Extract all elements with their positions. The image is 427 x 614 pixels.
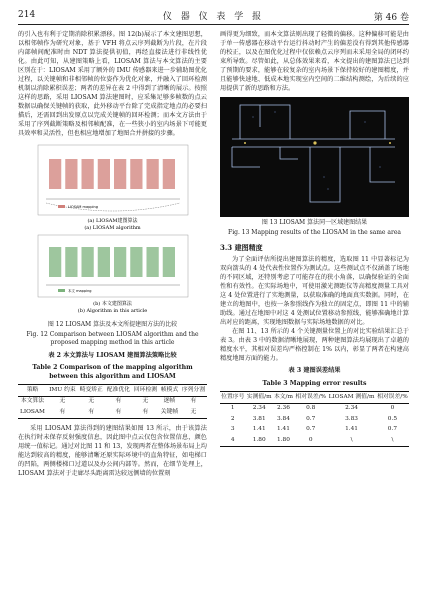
figure-13-pointcloud bbox=[220, 97, 409, 217]
fig12b-panel bbox=[38, 235, 188, 297]
journal-title: 仪 器 仪 表 学 报 bbox=[162, 12, 265, 22]
table3-cell: 3.84 bbox=[277, 415, 290, 422]
table2-cell: 无 bbox=[142, 398, 149, 405]
legend-swatch-a bbox=[58, 205, 65, 208]
page-header bbox=[18, 8, 409, 25]
legend-text-b: 本文 mapping bbox=[68, 289, 92, 293]
table2-header: 回环检测 bbox=[132, 385, 159, 397]
table2-row bbox=[18, 396, 207, 407]
table3-cell: 0.8 bbox=[306, 405, 316, 412]
fig12-frame-block bbox=[163, 159, 175, 189]
fig12-frame-block bbox=[49, 247, 61, 277]
left-paragraph-1: 的引入也有利于定期消除积累漂移。图 12(b)展示了本文建图思想，以相邻帧作为研究对象，基于 VFH 将点云序列截断为片段，在片段内部帧间配准时由 NDT 算法提供初值，再经直接法进行非线性优化。由此可知，从建图策略上看，LIOSAM 算法与本文算法的主要区别在于：LIOSAM 采用了额外的 IMU 传感器来进一步辅助图优化过程，以关键帧和非相邻帧的位姿作为优化对象，并融入了回环检测机制以消除累积误差；两者的差异在表 2 中得到了清晰的展示。按照这样的思路，采用 LIOSAM 算法建图时，应采集足够多帧数的点云数据以确保关键帧的获取，此外移动平台除了完成指定地点的必要扫描后，还需回到出发原点以完成关键帧的回环检测；而本文方法由于采用了序列截断策略及相邻帧配准，在一些狭小的室内场景下可能更具效率和灵活性，但也相应地增加了地图合并拼接的步骤。 bbox=[18, 31, 207, 137]
table3-cell: 3.81 bbox=[252, 415, 266, 422]
table2-cell: 逐帧 bbox=[163, 398, 176, 405]
table3-cell: 4 bbox=[220, 435, 246, 446]
table3-caption-en: Table 3 Mapping error results bbox=[262, 379, 367, 387]
table3-cell: 1.41 bbox=[345, 426, 358, 433]
table2-cell: 无 bbox=[180, 407, 207, 418]
table3-row bbox=[220, 425, 409, 436]
figure-12-diagram bbox=[18, 141, 207, 319]
right-paragraph-1: 画得更为细致，而本文算法则出现了轻微的偏移。这种偏移可能是由于单一传感器在移动平台运行抖动时产生的偏差没有得到其他传感器的校正，以及在图优化过程中仅依赖点云序列而未采用全局的闭环约束所导致。尽管如此，从总体效果来看，本文提出的建图算法已达到了预期的要求，能够在较复杂的室内场景下保持较好的建图精度，并且能够快速地、低成本地实现室内空间的二维结构测绘，为后续的应用提供了新的思路和方法。 bbox=[220, 31, 409, 92]
page-number: 214 bbox=[18, 10, 36, 20]
left-paragraph-2: 采用 LIOSAM 算法得到的建图结果如图 13 所示，由于该算法在执行时未保存反射强度信息，因此图中点云仅包含位置信息，颜色用统一值标记。通过对比图 11 和 13，发现两者在整体场景布局上均能达到较高的精度，能够清晰还原实际环境中的直角特征，如电梯口的凹陷，两侧楼梯口过道以及办公间内部等。然而，在细节处理上，LIOSAM 算法对于走廊尽头距离雷达较远侧墙的位置刻 bbox=[18, 424, 207, 477]
table3-cell: 2.36 bbox=[277, 405, 290, 412]
table2-cell: 有 bbox=[105, 407, 132, 418]
table2-header: 策略 bbox=[18, 385, 47, 397]
table2-header: 配准优化 bbox=[105, 385, 132, 397]
table2-row bbox=[18, 407, 207, 418]
table3-cell: 0 bbox=[390, 405, 395, 412]
table3-cell: 1 bbox=[230, 405, 235, 412]
fig12-caption-cn: 图 12 LIOSAM 算法及本文所提建图方法的比较 bbox=[47, 321, 178, 328]
table3-cell: 1.41 bbox=[252, 426, 266, 433]
fig12-frame-block bbox=[98, 159, 110, 189]
fig12-caption-en: Fig. 12 Comparison between LIOSAM algorithm and the proposed mapping method in this article bbox=[26, 331, 199, 347]
table2-cell: 关键帧 bbox=[159, 407, 180, 418]
fig12a-label-cn: (a) LIOSAM建图算法 bbox=[87, 218, 138, 224]
fig12-frame-block bbox=[130, 159, 142, 189]
table2-header: 帧模式 bbox=[159, 385, 180, 397]
fig12-frame-block bbox=[147, 247, 159, 277]
right-paragraph-2: 为了全面评估所提出建图算法的精度，选取图 11 中显著标记为双向箭头的 4 处代表性位置作为测试点。这些测试点不仅涵盖了场地的不同区域，还特别考虑了可能存在的狭小角落，以确保验证的全面性和有效性。在实际场地中，可使用激光测距仪等高精度测量工具对这 4 处位置进行了实地测量，以获取准确的地面真实数据。同时，在建立的地图中，也按一条参照线作为独立的固定点，即图 11 中的辅助线。通过在地图中对这 4 处测试位置移动参照线，能够准确地计算出对应的距离，实现地图数据与实际场地数据的对比。 bbox=[220, 256, 409, 327]
legend-swatch-b bbox=[58, 289, 65, 292]
table3-cell: \ bbox=[376, 435, 409, 446]
table3-cell: \ bbox=[327, 435, 376, 446]
table2-header: 序列分割 bbox=[180, 385, 207, 397]
table2-cell: 有 bbox=[78, 407, 105, 418]
table-2 bbox=[18, 384, 207, 419]
table3-caption-cn: 表 3 建图误差结果 bbox=[288, 367, 341, 375]
table2-cell: 有 bbox=[132, 407, 159, 418]
table2-cell: 无 bbox=[88, 398, 95, 405]
table2-cell: 有 bbox=[115, 398, 122, 405]
fig12-frame-block bbox=[82, 247, 94, 277]
table2-header: IMU 约束 bbox=[47, 385, 78, 397]
fig12b-label-cn: (b) 本文建图算法 bbox=[93, 301, 132, 307]
table3-cell: 1.80 bbox=[273, 435, 294, 446]
table3-cell: 3 bbox=[230, 426, 235, 433]
fig13-caption-cn: 图 13 LIOSAM 算法同一区域建图结果 bbox=[261, 219, 368, 226]
table3-header: 本文/m bbox=[273, 392, 294, 404]
table3-row bbox=[220, 435, 409, 446]
table2-cell: 无 bbox=[59, 398, 66, 405]
fig12-frame-block bbox=[130, 247, 142, 277]
figure-13-map-image bbox=[220, 97, 409, 217]
table3-header: 相对误差/% bbox=[376, 392, 409, 404]
table3-cell: 3.83 bbox=[345, 415, 358, 422]
fig12-frame-block bbox=[147, 159, 159, 189]
volume-label: 第 46 卷 bbox=[373, 13, 409, 23]
table3-row bbox=[220, 414, 409, 425]
table3-cell: 2.34 bbox=[345, 405, 358, 412]
section-heading-3-3: 3.3 建图精度 bbox=[220, 243, 263, 253]
table2-cell: 有 bbox=[47, 407, 78, 418]
fig12-frame-block bbox=[114, 247, 126, 277]
fig12-frame-block bbox=[49, 159, 61, 189]
table2-caption-en: Table 2 Comparison of the mapping algorithm between this algorithm and LIOSAM bbox=[32, 364, 193, 380]
fig12a-label-en: (a) LIOSAM algorithm bbox=[84, 225, 141, 231]
table3-cell: 2 bbox=[230, 415, 235, 422]
table3-cell: 0 bbox=[294, 435, 327, 446]
fig12-frame-block bbox=[82, 159, 94, 189]
right-column bbox=[220, 30, 409, 447]
table3-cell: 2.34 bbox=[252, 405, 266, 412]
left-column bbox=[18, 30, 207, 478]
table3-cell: 1.80 bbox=[246, 435, 273, 446]
fig12-frame-block bbox=[98, 247, 110, 277]
table2-header: 畸变矫正 bbox=[78, 385, 105, 397]
table3-header: 实测值/m bbox=[246, 392, 273, 404]
figure-12 bbox=[18, 141, 207, 319]
fig13-caption-en: Fig. 13 Mapping results of the LIOSAM in the same area bbox=[228, 229, 401, 237]
table2-cell: 本文算法 bbox=[20, 398, 45, 405]
right-paragraph-3: 在图 11、13 所示的 4 个关键测量位置上的对比实验结果汇总于表 3。由表 3 中的数据清晰地展现，两种建图算法均展现出了卓越的精度水平，其相对误差均严格控制在 1% 以内，彰显了两者在构建高精度地图方面的能力。 bbox=[220, 328, 409, 363]
table3-cell: 0.7 bbox=[306, 426, 316, 433]
table3-header: LIOSAM 测值/m bbox=[327, 392, 376, 404]
table3-header: 相对误差/% bbox=[294, 392, 327, 404]
table2-cell: LIOSAM bbox=[18, 407, 47, 418]
fig12-frame-block bbox=[163, 247, 175, 277]
table3-cell: 0.7 bbox=[306, 415, 316, 422]
table3-cell: 0.7 bbox=[387, 426, 398, 433]
fig12a-panel bbox=[38, 145, 188, 215]
legend-text-a: LIOSAM mapping bbox=[68, 205, 98, 209]
table-3 bbox=[220, 391, 409, 447]
fig12-frame-block bbox=[65, 247, 77, 277]
table3-row bbox=[220, 403, 409, 414]
table3-header: 位置序号 bbox=[220, 392, 246, 404]
table2-caption-cn: 表 2 本文算法与 LIOSAM 建图算法策略比较 bbox=[48, 351, 177, 359]
table2-cell: 有 bbox=[190, 398, 197, 405]
table3-cell: 1.41 bbox=[277, 426, 290, 433]
table3-cell: 0.5 bbox=[387, 415, 398, 422]
fig12b-label-en: (b) Algorithm in this article bbox=[77, 308, 148, 314]
fig12-frame-block bbox=[65, 159, 77, 189]
fig12-frame-block bbox=[114, 159, 126, 189]
